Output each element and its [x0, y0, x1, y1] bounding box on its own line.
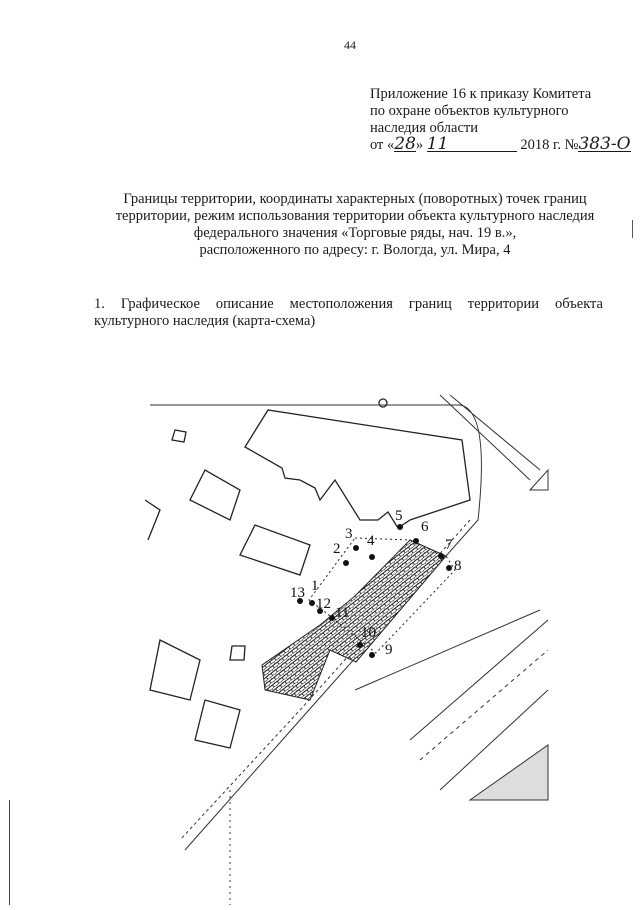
road-edge-2 — [410, 620, 548, 740]
main-building — [245, 410, 470, 528]
point-label-13: 13 — [290, 585, 305, 601]
small-kiosk — [530, 470, 548, 490]
appendix-header — [370, 86, 631, 154]
building-west-2 — [240, 525, 310, 575]
scan-edge-line — [9, 800, 10, 905]
section-1-line-2: культурного наследия (карта-схема) — [94, 313, 316, 329]
point-label-3: 3 — [345, 526, 353, 542]
margin-mark — [632, 220, 633, 238]
corner-block — [470, 745, 548, 800]
building-sw-2 — [195, 700, 240, 748]
point-label-7: 7 — [445, 537, 453, 553]
title-line-4: расположенного по адресу: г. Вологда, ул. Мира, 4 — [199, 242, 511, 258]
title-line-1: Границы территории, координаты характерных (поворотных) точек границ — [123, 191, 587, 207]
building-west-1 — [190, 470, 240, 520]
building-small — [230, 646, 245, 660]
title-line-3: федерального значения «Торговые ряды, нач. 19 в.», — [193, 225, 517, 241]
page-number: 44 — [344, 38, 356, 52]
building-sw-1 — [150, 640, 200, 700]
point-6 — [413, 538, 419, 544]
point-label-12: 12 — [316, 596, 331, 612]
building-edge — [145, 500, 160, 540]
point-9 — [369, 652, 375, 658]
point-7 — [438, 553, 444, 559]
heritage-territory — [262, 538, 455, 700]
point-label-9: 9 — [385, 642, 393, 658]
point-label-4: 4 — [367, 533, 375, 549]
order-quote-close: » — [415, 137, 427, 153]
street-ne-2 — [450, 395, 540, 470]
order-date-line — [370, 134, 631, 154]
order-number: 383-О — [578, 134, 631, 154]
point-12 — [309, 600, 315, 606]
point-label-10: 10 — [361, 625, 376, 641]
point-8 — [446, 565, 452, 571]
section-1-line-1: 1. Графическое описание местоположения границ территории объекта — [94, 296, 603, 312]
appendix-line-3: наследия области — [370, 120, 479, 136]
appendix-line-1: Приложение 16 к приказу Комитета — [370, 86, 592, 102]
street-ne-1 — [440, 395, 530, 480]
point-label-5: 5 — [395, 508, 403, 524]
territory-hatched-area — [262, 540, 446, 700]
point-label-8: 8 — [454, 558, 462, 574]
point-5 — [397, 524, 403, 530]
point-label-1: 1 — [311, 578, 319, 594]
point-label-2: 2 — [333, 541, 341, 557]
point-10 — [357, 642, 363, 648]
section-1-heading — [94, 296, 603, 330]
point-label-11: 11 — [335, 605, 350, 621]
point-3 — [353, 545, 359, 551]
order-from: от « — [370, 137, 395, 153]
document-title — [80, 191, 630, 259]
order-day: 28 — [394, 134, 416, 154]
order-month: 11 — [427, 137, 517, 152]
marker-circle — [379, 399, 387, 407]
road-dash — [420, 650, 548, 760]
point-4 — [369, 554, 375, 560]
appendix-line-2: по охране объектов культурного — [370, 103, 569, 119]
point-2 — [343, 560, 349, 566]
order-year: 2018 г. № — [520, 137, 579, 153]
building-tiny — [172, 430, 186, 442]
point-label-6: 6 — [421, 519, 429, 535]
map-scheme — [145, 370, 640, 905]
title-line-2: территории, режим использования территории объекта культурного наследия — [115, 208, 595, 224]
